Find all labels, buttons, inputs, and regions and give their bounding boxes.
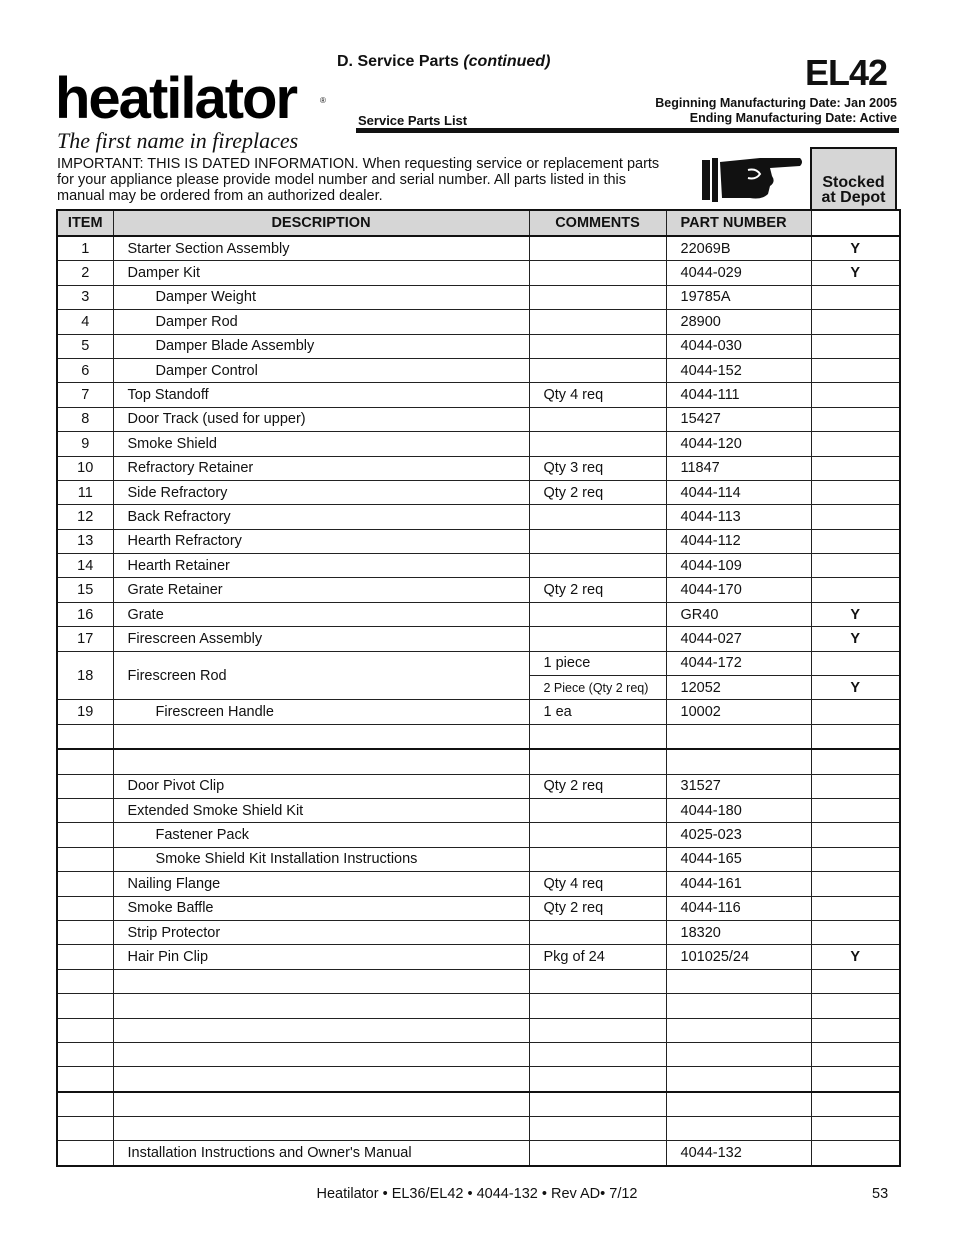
service-parts-table — [56, 209, 901, 1167]
description-cell: Grate Retainer — [113, 578, 529, 602]
description-cell: Damper Weight — [113, 285, 529, 309]
table-row — [57, 627, 900, 651]
comments-cell: Pkg of 24 — [529, 945, 666, 969]
table-row — [57, 1067, 900, 1092]
table-row — [57, 456, 900, 480]
item-cell: 2 — [57, 261, 113, 285]
stocked-cell — [811, 578, 900, 602]
part-number-cell: 4044-116 — [666, 896, 811, 920]
stocked-at-depot-header — [810, 175, 897, 205]
item-cell: 5 — [57, 334, 113, 358]
comments-cell — [529, 1092, 666, 1117]
stocked-cell — [811, 872, 900, 896]
comments-cell — [529, 334, 666, 358]
description-cell: Damper Rod — [113, 310, 529, 334]
section-heading — [337, 53, 550, 71]
item-cell — [57, 1042, 113, 1066]
description-cell: Smoke Baffle — [113, 896, 529, 920]
stocked-cell — [811, 554, 900, 578]
item-cell — [57, 994, 113, 1018]
table-row — [57, 651, 900, 675]
part-number-cell: 4025-023 — [666, 823, 811, 847]
stocked-cell — [811, 920, 900, 944]
description-cell — [113, 724, 529, 749]
brand-logo: heatilator — [55, 66, 297, 131]
stocked-cell — [811, 896, 900, 920]
item-cell: 7 — [57, 383, 113, 407]
column-header-description: DESCRIPTION — [113, 210, 529, 236]
description-cell — [113, 1117, 529, 1141]
description-cell — [113, 1092, 529, 1117]
comments-cell: Qty 4 req — [529, 872, 666, 896]
part-number-cell — [666, 1092, 811, 1117]
description-cell — [113, 969, 529, 993]
stocked-cell — [811, 505, 900, 529]
comments-cell: Qty 4 req — [529, 383, 666, 407]
part-number-cell: 10002 — [666, 700, 811, 724]
stocked-cell — [811, 700, 900, 724]
brand-tagline: The first name in fireplaces — [57, 128, 299, 153]
stocked-cell — [811, 1141, 900, 1166]
table-row — [57, 823, 900, 847]
important-notice: IMPORTANT: THIS IS DATED INFORMATION. When requesting service or replacement parts for your appliance please provide model number and serial number. All parts listed in this manual may be ordered from an authorized dealer. — [57, 156, 660, 204]
column-header-stocked — [811, 210, 900, 236]
description-cell: Top Standoff — [113, 383, 529, 407]
stocked-cell — [811, 285, 900, 309]
description-cell: Nailing Flange — [113, 872, 529, 896]
table-row — [57, 285, 900, 309]
part-number-cell: 4044-109 — [666, 554, 811, 578]
table-row — [57, 724, 900, 749]
description-cell: Strip Protector — [113, 920, 529, 944]
stocked-cell — [811, 798, 900, 822]
part-number-cell: 31527 — [666, 774, 811, 798]
comments-cell — [529, 432, 666, 456]
comments-cell: Qty 2 req — [529, 896, 666, 920]
item-cell: 12 — [57, 505, 113, 529]
comments-cell — [529, 798, 666, 822]
section-title: D. Service Parts — [337, 53, 459, 70]
page-footer: Heatilator • EL36/EL42 • 4044-132 • Rev AD• 7/12 — [316, 1186, 638, 1202]
item-cell — [57, 920, 113, 944]
item-cell — [57, 945, 113, 969]
part-number-cell: GR40 — [666, 602, 811, 626]
comments-cell: Qty 2 req — [529, 480, 666, 504]
column-header-item: ITEM — [57, 210, 113, 236]
table-row — [57, 945, 900, 969]
item-cell — [57, 749, 113, 774]
table-row — [57, 774, 900, 798]
comments-cell — [529, 285, 666, 309]
part-number-cell: 4044-114 — [666, 480, 811, 504]
part-number-cell: 4044-111 — [666, 383, 811, 407]
item-cell — [57, 872, 113, 896]
part-number-cell — [666, 969, 811, 993]
stocked-cell — [811, 847, 900, 871]
item-cell — [57, 1067, 113, 1092]
table-row — [57, 872, 900, 896]
table-row — [57, 700, 900, 724]
stocked-label-line1: Stocked — [822, 174, 885, 191]
part-number-cell: 4044-112 — [666, 529, 811, 553]
comments-cell — [529, 310, 666, 334]
item-cell: 19 — [57, 700, 113, 724]
stocked-cell — [811, 529, 900, 553]
description-cell: Firescreen Rod — [113, 651, 529, 700]
item-cell — [57, 896, 113, 920]
table-row — [57, 1018, 900, 1042]
table-row — [57, 578, 900, 602]
description-cell: Side Refractory — [113, 480, 529, 504]
item-cell — [57, 823, 113, 847]
begin-date: Beginning Manufacturing Date: Jan 2005 — [655, 96, 897, 110]
item-cell: 11 — [57, 480, 113, 504]
description-cell: Hearth Retainer — [113, 554, 529, 578]
comments-cell — [529, 529, 666, 553]
table-row — [57, 554, 900, 578]
comments-cell — [529, 724, 666, 749]
stocked-cell: Y — [811, 627, 900, 651]
stocked-cell — [811, 1092, 900, 1117]
stocked-cell — [811, 651, 900, 675]
table-row — [57, 383, 900, 407]
stocked-cell — [811, 310, 900, 334]
item-cell: 18 — [57, 651, 113, 700]
part-number-cell: 4044-180 — [666, 798, 811, 822]
table-row — [57, 480, 900, 504]
comments-cell: 1 ea — [529, 700, 666, 724]
item-cell — [57, 1117, 113, 1141]
item-cell — [57, 1092, 113, 1117]
part-number-cell: 4044-113 — [666, 505, 811, 529]
comments-cell — [529, 627, 666, 651]
item-cell: 10 — [57, 456, 113, 480]
column-header-part-number: PART NUMBER — [666, 210, 811, 236]
comments-cell — [529, 1067, 666, 1092]
table-row — [57, 261, 900, 285]
comments-cell — [529, 554, 666, 578]
item-cell: 14 — [57, 554, 113, 578]
part-number-cell — [666, 1042, 811, 1066]
comments-cell: Qty 2 req — [529, 578, 666, 602]
comments-cell: 2 Piece (Qty 2 req) — [529, 676, 666, 700]
comments-cell: Qty 3 req — [529, 456, 666, 480]
end-date: Ending Manufacturing Date: Active — [689, 111, 897, 125]
part-number-cell: 22069B — [666, 236, 811, 261]
comments-cell — [529, 505, 666, 529]
table-row — [57, 969, 900, 993]
item-cell: 6 — [57, 358, 113, 382]
table-row — [57, 334, 900, 358]
table-row — [57, 236, 900, 261]
item-cell — [57, 774, 113, 798]
item-cell: 3 — [57, 285, 113, 309]
comments-cell — [529, 823, 666, 847]
comments-cell — [529, 1018, 666, 1042]
comments-cell — [529, 236, 666, 261]
item-cell — [57, 969, 113, 993]
comments-cell — [529, 1117, 666, 1141]
stocked-cell — [811, 358, 900, 382]
comments-cell — [529, 920, 666, 944]
item-cell — [57, 1018, 113, 1042]
part-number-cell — [666, 749, 811, 774]
table-row — [57, 432, 900, 456]
part-number-cell: 4044-152 — [666, 358, 811, 382]
part-number-cell: 4044-027 — [666, 627, 811, 651]
description-cell: Smoke Shield Kit Installation Instructions — [113, 847, 529, 871]
table-row — [57, 1117, 900, 1141]
item-cell — [57, 847, 113, 871]
header-rule — [356, 128, 899, 133]
item-cell: 4 — [57, 310, 113, 334]
stocked-cell: Y — [811, 236, 900, 261]
stocked-cell — [811, 749, 900, 774]
stocked-cell: Y — [811, 261, 900, 285]
page-number: 53 — [872, 1186, 889, 1202]
description-cell: Damper Control — [113, 358, 529, 382]
table-row — [57, 994, 900, 1018]
comments-cell — [529, 602, 666, 626]
item-cell — [57, 724, 113, 749]
part-number-cell: 11847 — [666, 456, 811, 480]
stocked-cell — [811, 334, 900, 358]
part-number-cell: 19785A — [666, 285, 811, 309]
part-number-cell — [666, 724, 811, 749]
description-cell: Back Refractory — [113, 505, 529, 529]
description-cell: Damper Blade Assembly — [113, 334, 529, 358]
description-cell: Damper Kit — [113, 261, 529, 285]
registered-mark: ® — [320, 96, 326, 105]
item-cell: 8 — [57, 407, 113, 431]
stocked-cell — [811, 774, 900, 798]
item-cell: 1 — [57, 236, 113, 261]
stocked-cell — [811, 724, 900, 749]
description-cell — [113, 749, 529, 774]
description-cell: Fastener Pack — [113, 823, 529, 847]
table-row — [57, 407, 900, 431]
stocked-cell — [811, 1042, 900, 1066]
part-number-cell: 4044-165 — [666, 847, 811, 871]
stocked-cell — [811, 823, 900, 847]
table-row — [57, 310, 900, 334]
stocked-cell — [811, 1018, 900, 1042]
comments-cell — [529, 358, 666, 382]
part-number-cell: 4044-030 — [666, 334, 811, 358]
item-cell — [57, 1141, 113, 1166]
part-number-cell: 15427 — [666, 407, 811, 431]
stocked-cell: Y — [811, 945, 900, 969]
stocked-cell: Y — [811, 676, 900, 700]
part-number-cell — [666, 1018, 811, 1042]
part-number-cell: 4044-029 — [666, 261, 811, 285]
comments-cell — [529, 847, 666, 871]
comments-cell — [529, 1042, 666, 1066]
table-header-row — [57, 210, 900, 236]
stocked-cell — [811, 456, 900, 480]
comments-cell — [529, 994, 666, 1018]
table-row — [57, 798, 900, 822]
part-number-cell: 101025/24 — [666, 945, 811, 969]
description-cell: Hair Pin Clip — [113, 945, 529, 969]
description-cell — [113, 994, 529, 1018]
pointing-hand-icon — [700, 152, 804, 206]
part-number-cell — [666, 994, 811, 1018]
stocked-cell — [811, 407, 900, 431]
stocked-cell: Y — [811, 602, 900, 626]
description-cell: Firescreen Assembly — [113, 627, 529, 651]
part-number-cell: 4044-161 — [666, 872, 811, 896]
item-cell: 9 — [57, 432, 113, 456]
table-row — [57, 749, 900, 774]
part-number-cell: 12052 — [666, 676, 811, 700]
description-cell: Smoke Shield — [113, 432, 529, 456]
column-header-comments: COMMENTS — [529, 210, 666, 236]
table-row — [57, 358, 900, 382]
part-number-cell: 18320 — [666, 920, 811, 944]
item-cell: 13 — [57, 529, 113, 553]
stocked-cell — [811, 1067, 900, 1092]
item-cell — [57, 798, 113, 822]
stocked-cell — [811, 480, 900, 504]
model-number: EL42 — [805, 52, 888, 93]
description-cell: Door Track (used for upper) — [113, 407, 529, 431]
description-cell: Hearth Refractory — [113, 529, 529, 553]
table-row — [57, 1042, 900, 1066]
description-cell: Extended Smoke Shield Kit — [113, 798, 529, 822]
table-row — [57, 920, 900, 944]
stocked-cell — [811, 994, 900, 1018]
part-number-cell — [666, 1067, 811, 1092]
table-row — [57, 847, 900, 871]
part-number-cell: 4044-132 — [666, 1141, 811, 1166]
item-cell: 16 — [57, 602, 113, 626]
manufacturing-dates — [655, 96, 897, 126]
part-number-cell: 4044-120 — [666, 432, 811, 456]
table-row — [57, 896, 900, 920]
table-row — [57, 1092, 900, 1117]
description-cell — [113, 1067, 529, 1092]
description-cell: Refractory Retainer — [113, 456, 529, 480]
comments-cell — [529, 407, 666, 431]
part-number-cell: 4044-170 — [666, 578, 811, 602]
stocked-cell — [811, 1117, 900, 1141]
comments-cell — [529, 1141, 666, 1166]
comments-cell — [529, 261, 666, 285]
section-suffix: (continued) — [463, 53, 551, 70]
table-row — [57, 1141, 900, 1166]
description-cell: Firescreen Handle — [113, 700, 529, 724]
description-cell: Starter Section Assembly — [113, 236, 529, 261]
table-row — [57, 505, 900, 529]
description-cell — [113, 1018, 529, 1042]
comments-cell: 1 piece — [529, 651, 666, 675]
stocked-cell — [811, 432, 900, 456]
part-number-cell: 4044-172 — [666, 651, 811, 675]
comments-cell — [529, 749, 666, 774]
table-row — [57, 602, 900, 626]
description-cell: Door Pivot Clip — [113, 774, 529, 798]
parts-list-label: Service Parts List — [358, 113, 468, 128]
description-cell: Installation Instructions and Owner's Manual — [113, 1141, 529, 1166]
part-number-cell — [666, 1117, 811, 1141]
stocked-label-line2: at Depot — [821, 189, 886, 206]
description-cell: Grate — [113, 602, 529, 626]
description-cell — [113, 1042, 529, 1066]
comments-cell: Qty 2 req — [529, 774, 666, 798]
stocked-cell — [811, 383, 900, 407]
table-row — [57, 529, 900, 553]
item-cell: 15 — [57, 578, 113, 602]
comments-cell — [529, 969, 666, 993]
stocked-cell — [811, 969, 900, 993]
item-cell: 17 — [57, 627, 113, 651]
part-number-cell: 28900 — [666, 310, 811, 334]
